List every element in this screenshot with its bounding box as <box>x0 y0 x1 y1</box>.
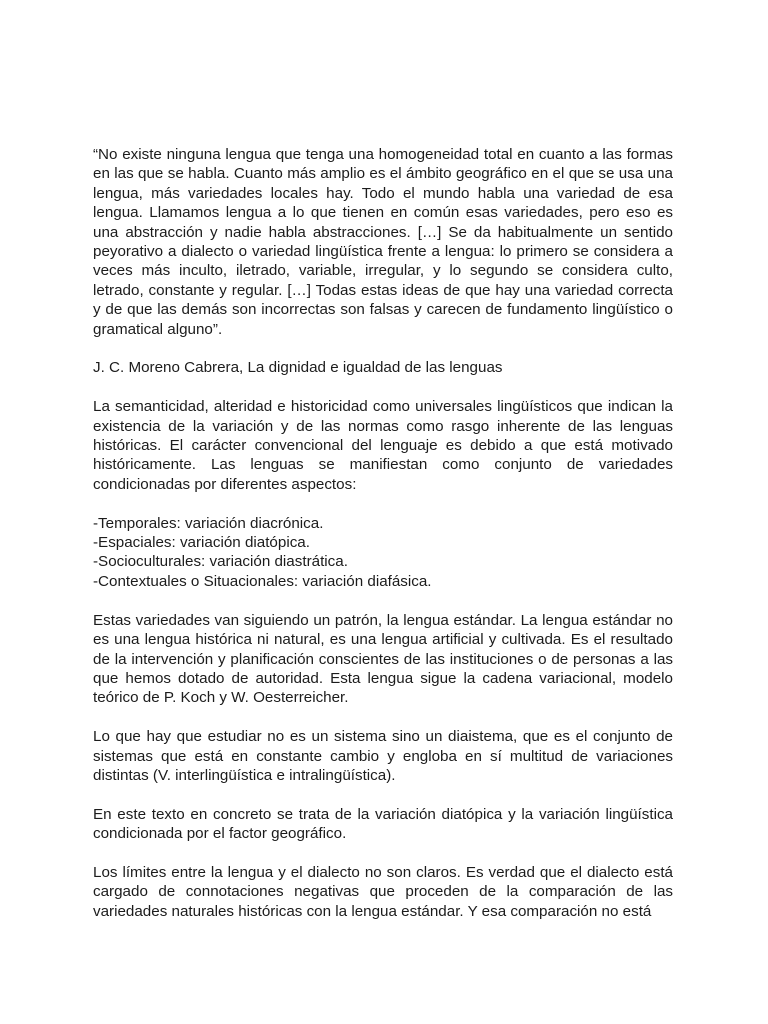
body-paragraph-4: En este texto en concreto se trata de la variación diatópica y la variación lingüística condicionada por el factor geográfico. <box>93 805 673 843</box>
quote-paragraph: “No existe ninguna lengua que tenga una homogeneidad total en cuanto a las formas en las que se habla. Cuanto más amplio es el ámbito geográfico en el que se usa una lengua, más variedades locales hay. Todo el mundo habla una variedad de esa lengua. Llamamos lengua a lo que tienen en común esas variedades, pero eso es una abstracción y nadie habla abstracciones. […] Se da habitualmente un sentido peyorativo a dialecto o variedad lingüística frente a lengua: lo primero se considera a veces más inculto, iletrado, variable, irregular, y lo segundo se considera culto, letrado, constante y regular. […] Todas estas ideas de que hay una variedad correcta y de que las demás son incorrectas son falsas y carecen de fundamento lingüístico o gramatical alguno”. <box>93 146 673 338</box>
list-item: -Contextuales o Situacionales: variación diafásica. <box>93 572 432 590</box>
body-paragraph-3: Lo que hay que estudiar no es un sistema sino un diaistema, que es el conjunto de sistemas que está en constante cambio y engloba en sí multitud de variaciones distintas (V. interlingüística e intralingüística). <box>93 728 673 784</box>
document-page <box>93 145 673 941</box>
variation-list <box>93 514 673 592</box>
body-paragraph-5: Los límites entre la lengua y el dialecto no son claros. Es verdad que el dialecto está cargado de connotaciones negativas que proceden de la comparación de las variedades naturales históricas con la lengua estándar. Y esa comparación no está <box>93 863 673 920</box>
body-paragraph-2: Estas variedades van siguiendo un patrón, la lengua estándar. La lengua estándar no es una lengua histórica ni natural, es una lengua artificial y cultivada. Es el resultado de la intervención y planificación conscientes de las instituciones o de personas a las que hemos dotado de autoridad. Esta lengua sigue la cadena variacional, modelo teórico de P. Koch y W. Oesterreicher. <box>93 611 673 707</box>
list-item: -Socioculturales: variación diastrática. <box>93 553 348 571</box>
quote-attribution: J. C. Moreno Cabrera, La dignidad e igualdad de las lenguas <box>93 359 503 377</box>
list-item: -Temporales: variación diacrónica. <box>93 514 324 532</box>
body-paragraph-1: La semanticidad, alteridad e historicidad como universales lingüísticos que indican la existencia de la variación y de las normas como rasgo inherente de las lenguas históricas. El carácter convencional del lenguaje es debido a que está motivado históricamente. Las lenguas se manifiestan como conjunto de variedades condicionadas por diferentes aspectos: <box>93 398 673 493</box>
list-item: -Espaciales: variación diatópica. <box>93 534 310 552</box>
